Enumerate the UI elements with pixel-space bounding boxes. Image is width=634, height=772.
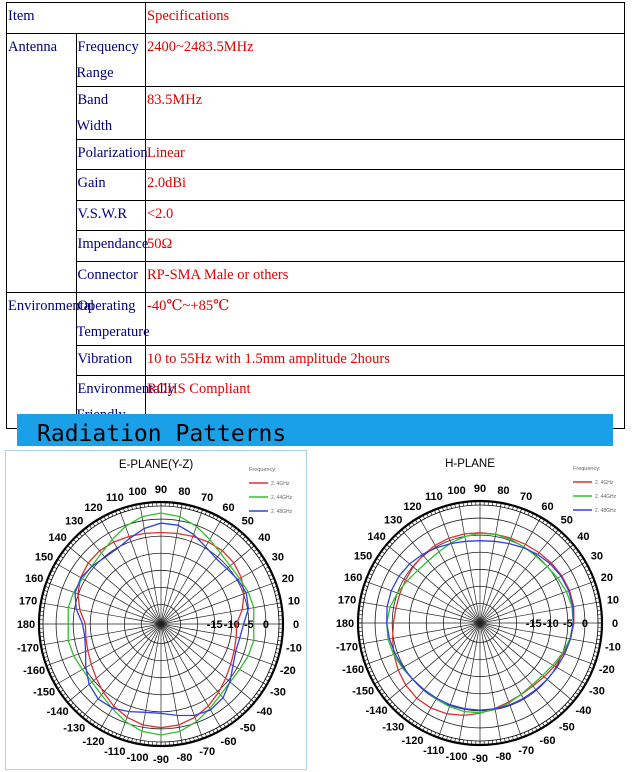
- value-cell: Linear: [146, 139, 625, 170]
- tick-mark: [570, 545, 573, 548]
- table-row: [7, 33, 625, 86]
- angle-label: -170: [17, 642, 40, 655]
- angle-label: 90: [154, 484, 168, 496]
- angle-label: -160: [23, 665, 46, 678]
- tick-mark: [384, 696, 387, 698]
- tick-mark: [83, 531, 86, 534]
- angle-label: -40: [256, 705, 273, 718]
- angle-label: -160: [342, 664, 365, 677]
- value-cell: 2400~2483.5MHz: [146, 33, 625, 86]
- e-plane-plot: [5, 450, 307, 770]
- radial-label: -15: [206, 619, 223, 631]
- tick-mark: [234, 528, 236, 531]
- param-cell: Band Width: [76, 86, 146, 139]
- angle-label: -60: [220, 735, 237, 748]
- angle-label: 160: [343, 571, 363, 584]
- tick-mark: [251, 546, 254, 549]
- angle-label: 60: [541, 501, 554, 514]
- angle-label: -120: [401, 734, 424, 747]
- tick-mark: [395, 708, 398, 711]
- tick-mark: [392, 705, 395, 708]
- angle-label: 50: [560, 514, 573, 527]
- tick-mark: [86, 717, 88, 720]
- angle-label: 90: [473, 483, 487, 495]
- angle-label: 80: [497, 485, 510, 498]
- tick-mark: [405, 716, 407, 719]
- table-row: [7, 200, 625, 231]
- angle-label: -50: [239, 722, 256, 735]
- header-spec: Specifications: [146, 3, 625, 34]
- tick-mark: [384, 548, 387, 550]
- param-cell: Frequency Range: [76, 33, 146, 86]
- tick-mark: [76, 709, 79, 712]
- radial-label: -10: [542, 618, 559, 630]
- param-cell: V.S.W.R: [76, 200, 146, 231]
- angle-label: 130: [65, 515, 84, 528]
- tick-mark: [559, 711, 562, 714]
- tick-mark: [79, 712, 82, 715]
- angle-label: 170: [337, 594, 357, 607]
- angle-label: -30: [269, 686, 286, 699]
- tick-mark: [83, 714, 86, 717]
- angle-label: 110: [105, 492, 124, 505]
- param-cell: Vibration: [76, 345, 146, 376]
- angle-label: 70: [201, 492, 214, 505]
- radial-label: -5: [243, 619, 254, 631]
- angle-label: 170: [18, 595, 38, 608]
- tick-mark: [556, 713, 559, 716]
- value-cell: ROHS Compliant: [146, 376, 625, 429]
- angle-label: 150: [34, 551, 54, 564]
- angle-label: 130: [384, 514, 403, 527]
- angle-label: -50: [558, 721, 575, 734]
- radiation-patterns-banner: [17, 414, 613, 446]
- value-cell: 83.5MHz: [146, 86, 625, 139]
- banner-title: Radiation Patterns: [37, 421, 287, 447]
- h-plane-title: H-PLANE: [445, 458, 495, 470]
- tick-mark: [249, 703, 252, 706]
- angle-label: 100: [447, 485, 466, 498]
- tick-mark: [79, 533, 82, 536]
- tick-mark: [570, 699, 573, 702]
- radial-label: -5: [562, 618, 573, 630]
- angle-label: 110: [424, 491, 443, 504]
- angle-label: 30: [590, 550, 604, 563]
- header-item: Item: [7, 3, 146, 34]
- angle-label: 160: [24, 572, 44, 585]
- tick-mark: [246, 539, 249, 542]
- tick-mark: [565, 705, 568, 708]
- spec-table: [6, 2, 625, 429]
- tick-mark: [402, 530, 405, 533]
- angle-label: -20: [279, 665, 296, 678]
- param-cell: Environmentally: [76, 376, 146, 429]
- angle-label: -170: [336, 641, 359, 654]
- radial-label: -10: [223, 619, 240, 631]
- legend-label: 2. 48GHz: [595, 508, 617, 514]
- tick-mark: [68, 700, 71, 703]
- angle-label: -10: [285, 642, 302, 655]
- tick-mark: [234, 717, 236, 720]
- table-row: [7, 86, 625, 139]
- e-plane-title: E-PLANE(Y-Z): [118, 459, 194, 471]
- tick-mark: [243, 709, 246, 712]
- tick-mark: [565, 538, 568, 541]
- tick-mark: [389, 702, 392, 705]
- value-cell: <2.0: [146, 200, 625, 231]
- tick-mark: [568, 541, 571, 544]
- table-row: [7, 345, 625, 376]
- angle-label: -70: [199, 745, 216, 758]
- angle-label: 50: [241, 515, 254, 528]
- angle-label: -40: [575, 704, 592, 717]
- angle-label: -110: [423, 744, 445, 757]
- group-antenna: Antenna: [7, 33, 77, 292]
- angle-label: -60: [539, 734, 556, 747]
- tick-mark: [573, 696, 576, 698]
- group-environmental: Environmental: [7, 292, 77, 429]
- value-cell: 10 to 55Hz with 1.5mm amplitude 2hours: [146, 345, 625, 376]
- angle-label: -80: [176, 751, 193, 764]
- tick-mark: [73, 539, 76, 542]
- angle-label: 80: [178, 486, 191, 499]
- tick-mark: [405, 527, 407, 530]
- angle-label: 60: [222, 502, 235, 515]
- legend-label: 2. 4GHz: [595, 480, 614, 486]
- param-cell: Impendance: [76, 231, 146, 262]
- tick-mark: [568, 702, 571, 705]
- angle-label: 150: [353, 550, 373, 563]
- tick-mark: [76, 536, 79, 539]
- table-header-row: [7, 3, 625, 34]
- e-plane-polar-chart: [6, 451, 306, 769]
- table-row: [7, 231, 625, 262]
- tick-mark: [68, 546, 71, 549]
- radial-label: -15: [525, 618, 542, 630]
- angle-label: -80: [495, 750, 512, 763]
- tick-mark: [254, 549, 257, 551]
- angle-label: -110: [104, 745, 126, 758]
- angle-label: -140: [46, 705, 69, 718]
- table-row: [7, 261, 625, 292]
- legend-label: 2. 48GHz: [271, 509, 293, 515]
- param-cell: Operating Temperature: [76, 292, 146, 345]
- angle-label: 20: [281, 572, 294, 585]
- tick-mark: [553, 527, 555, 530]
- angle-label: -150: [33, 686, 56, 699]
- radial-label: 0: [262, 619, 269, 631]
- angle-label: 140: [367, 531, 386, 544]
- tick-mark: [254, 697, 257, 699]
- tick-mark: [249, 542, 252, 545]
- angle-label: -130: [382, 721, 405, 734]
- angle-label: -150: [352, 685, 375, 698]
- tick-mark: [395, 535, 398, 538]
- angle-label: 140: [48, 532, 67, 545]
- angle-label: 10: [606, 594, 620, 607]
- angle-label: 0: [292, 619, 300, 631]
- value-cell: 2.0dBi: [146, 170, 625, 201]
- tick-mark: [70, 542, 73, 545]
- tick-mark: [65, 697, 68, 699]
- tick-mark: [562, 535, 565, 538]
- value-cell: RP-SMA Male or others: [146, 261, 625, 292]
- tick-mark: [387, 699, 390, 702]
- tick-mark: [243, 536, 246, 539]
- angle-label: -70: [518, 744, 535, 757]
- h-plane-polar-chart: [330, 450, 630, 768]
- angle-label: 40: [258, 532, 271, 545]
- angle-label: -100: [445, 750, 468, 763]
- legend-label: 2. 44GHz: [595, 494, 617, 500]
- angle-label: -90: [472, 753, 488, 765]
- tick-mark: [73, 706, 76, 709]
- legend-label: 2. 44GHz: [271, 495, 293, 501]
- tick-mark: [86, 528, 88, 531]
- legend-label: 2. 4GHz: [271, 481, 290, 487]
- tick-mark: [559, 532, 562, 535]
- angle-label: 10: [287, 595, 301, 608]
- angle-label: 100: [128, 486, 147, 499]
- angle-label: 180: [335, 618, 355, 630]
- angle-label: -120: [82, 735, 105, 748]
- tick-mark: [240, 712, 243, 715]
- tick-mark: [392, 538, 395, 541]
- angle-label: 40: [577, 531, 590, 544]
- angle-label: -140: [365, 704, 388, 717]
- angle-label: 120: [403, 501, 422, 514]
- tick-mark: [240, 533, 243, 536]
- table-row: [7, 139, 625, 170]
- param-cell: Connector: [76, 261, 146, 292]
- tick-mark: [246, 706, 249, 709]
- tick-mark: [387, 545, 390, 548]
- param-cell: Gain: [76, 170, 146, 201]
- value-cell: 50Ω: [146, 231, 625, 262]
- angle-label: 120: [84, 502, 103, 515]
- tick-mark: [556, 530, 559, 533]
- param-cell: Polarization: [76, 139, 146, 170]
- tick-mark: [65, 549, 68, 551]
- angle-label: 180: [16, 619, 36, 631]
- table-row: [7, 170, 625, 201]
- tick-mark: [398, 711, 401, 714]
- angle-label: 20: [600, 571, 613, 584]
- angle-label: -100: [126, 751, 149, 764]
- value-cell: -40℃~+85℃: [146, 292, 625, 345]
- tick-mark: [402, 713, 405, 716]
- tick-mark: [237, 714, 240, 717]
- tick-mark: [251, 700, 254, 703]
- legend-title: Frequency:: [573, 466, 601, 472]
- h-plane-plot: [330, 450, 630, 768]
- angle-label: -10: [604, 641, 621, 654]
- angle-label: 70: [520, 491, 533, 504]
- tick-mark: [573, 548, 576, 550]
- table-row: [7, 292, 625, 345]
- tick-mark: [389, 541, 392, 544]
- angle-label: -130: [63, 722, 86, 735]
- tick-mark: [237, 531, 240, 534]
- angle-label: -90: [153, 754, 169, 766]
- tick-mark: [562, 708, 565, 711]
- tick-mark: [70, 703, 73, 706]
- legend-title: Frequency:: [249, 467, 277, 473]
- tick-mark: [553, 716, 555, 719]
- angle-label: 0: [611, 618, 619, 630]
- tick-mark: [398, 532, 401, 535]
- angle-label: -20: [598, 664, 615, 677]
- angle-label: 30: [271, 551, 285, 564]
- radial-label: 0: [581, 618, 588, 630]
- angle-label: -30: [588, 685, 605, 698]
